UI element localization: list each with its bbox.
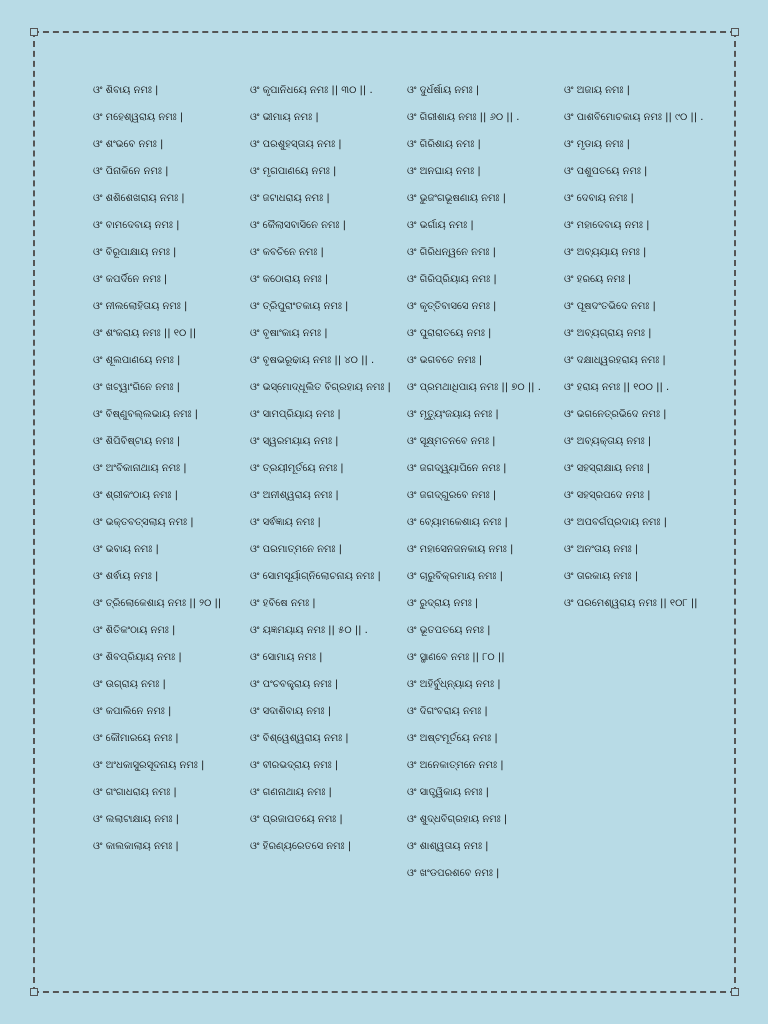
mantra-entry: ଓଂ ମୃତ୍ୟୁଂଜୟାୟ ନମଃ | (407, 409, 499, 420)
mantra-entry: ଓଂ ଅବ୍ୟଗ୍ରାୟ ନମଃ | (564, 328, 652, 339)
mantra-entry: ଓଂ ଶ୍ରୀକଂଠାୟ ନମଃ | (93, 490, 178, 501)
mantra-entry: ଓଂ ଅନଘାୟ ନମଃ | (407, 166, 481, 177)
mantra-entry: ଓଂ ଶିବାୟ ନମଃ | (93, 85, 159, 96)
mantra-entry: ଓଂ ଭଗନେତ୍ରଭିଦେ ନମଃ | (564, 409, 667, 420)
mantra-entry: ଓଂ ସୋମାୟ ନମଃ | (250, 652, 323, 663)
mantra-entry: ଓଂ ବୀରଭଦ୍ରାୟ ନମଃ | (250, 760, 339, 771)
mantra-entry: ଓଂ କୌମାରୟେ ନମଃ | (93, 733, 179, 744)
mantra-column-4 (564, 84, 714, 624)
mantra-entry: ଓଂ ହରୟେ ନମଃ | (564, 274, 632, 285)
mantra-entry: ଓଂ ଅଂଧକାସୁରସୂଦନାୟ ନମଃ | (93, 760, 205, 771)
mantra-entry: ଓଂ ଶଂଭବେ ନମଃ | (93, 139, 164, 150)
mantra-entry: ଓଂ ପରଶୁହସ୍ତାୟ ନମଃ | (250, 139, 342, 150)
mantra-entry: ଓଂ ମୃଗପାଣୟେ ନମଃ | (250, 166, 337, 177)
mantra-entry: ଓଂ କୈଲାସବାସିନେ ନମଃ | (250, 220, 346, 231)
mantra-entry: ଓଂ ଅନଂତାୟ ନମଃ | (564, 544, 639, 555)
mantra-entry: ଓଂ ସ୍ୱରମୟାୟ ନମଃ | (250, 436, 339, 447)
mantra-entry: ଓଂ ମହାଦେବାୟ ନମଃ | (564, 220, 650, 231)
mantra-entry: ଓଂ ସାତ୍ତ୍ୱିକାୟ ନମଃ | (407, 787, 490, 798)
mantra-entry: ଓଂ ପ୍ରମଥାଧିପାୟ ନମଃ || ୭୦ || . (407, 382, 541, 393)
mantra-entry: ଓଂ ଶିବପ୍ରିୟାୟ ନମଃ | (93, 652, 182, 663)
mantra-entry: ଓଂ ସ୍ଥାଣବେ ନମଃ || ୮୦ || (407, 652, 505, 663)
mantra-entry: ଓଂ ଗିରୀଶାୟ ନମଃ || ୬୦ || . (407, 112, 520, 123)
mantra-entry: ଓଂ ଶଂକରାୟ ନମଃ || ୧୦ || (93, 328, 197, 339)
mantra-entry: ଓଂ ପ୍ରଜାପତୟେ ନମଃ | (250, 814, 343, 825)
mantra-entry: ଓଂ ସର୍ଵଜ୍ଞାୟ ନମଃ | (250, 517, 321, 528)
mantra-entry: ଓଂ କଠୋରାୟ ନମଃ | (250, 274, 329, 285)
mantra-entry: ଓଂ ଦୁର୍ଧର୍ଷାୟ ନମଃ | (407, 85, 480, 96)
mantra-entry: ଓଂ ଦିଗଂବରାୟ ନମଃ | (407, 706, 488, 717)
mantra-entry: ଓଂ କପାଲିନେ ନମଃ | (93, 706, 172, 717)
mantra-entry: ଓଂ ପିନାକିନେ ନମଃ | (93, 166, 169, 177)
mantra-entry: ଓଂ ଭକ୍ତବତ୍ସଲାୟ ନମଃ | (93, 517, 194, 528)
mantra-entry: ଓଂ ତାରକାୟ ନମଃ | (564, 571, 639, 582)
mantra-entry: ଓଂ ଗଂଗାଧରାୟ ନମଃ | (93, 787, 177, 798)
mantra-entry: ଓଂ ଭସ୍ମୋଦ୍ଧୂଲିତ ବିଗ୍ରହାୟ ନମଃ | (250, 382, 391, 393)
mantra-entry: ଓଂ ପାଶବିମୋଚକାୟ ନମଃ || ୯୦ || . (564, 112, 704, 123)
mantra-entry: ଓଂ ଶାଶ୍ୱତାୟ ନମଃ | (407, 841, 489, 852)
mantra-column-1 (93, 84, 243, 867)
mantra-entry: ଓଂ ୟଜ୍ଞମୟାୟ ନମଃ || ୫୦ || . (250, 625, 368, 636)
mantra-entry: ଓଂ ଭଗବତେ ନମଃ | (407, 355, 483, 366)
mantra-entry: ଓଂ ଉଗ୍ରାୟ ନମଃ | (93, 679, 166, 690)
mantra-entry: ଓଂ ଭର୍ଗାୟ ନମଃ | (407, 220, 474, 231)
mantra-entry: ଓଂ ବିଷ୍ଣୁବଲ୍ଲଭାୟ ନମଃ | (93, 409, 199, 420)
mantra-entry: ଓଂ ଶଶିଶେଖରାୟ ନମଃ | (93, 193, 185, 204)
mantra-entry: ଓଂ ପରମାତ୍ମନେ ନମଃ | (250, 544, 342, 555)
border-corner (731, 28, 739, 36)
mantra-entry: ଓଂ ଦକ୍ଷାଧ୍ୱରହରାୟ ନମଃ | (564, 355, 666, 366)
mantra-entry: ଓଂ ବୃଷଭରୂଢାୟ ନମଃ || ୪୦ || . (250, 355, 375, 366)
mantra-entry: ଓଂ ବାମଦେବାୟ ନମଃ | (93, 220, 180, 231)
border-corner (731, 988, 739, 996)
mantra-entry: ଓଂ ଖଂଡପରଶବେ ନମଃ | (407, 868, 500, 879)
border-corner (30, 28, 38, 36)
mantra-entry: ଓଂ ବ୍ୟୋମକେଶାୟ ନମଃ | (407, 517, 508, 528)
mantra-entry: ଓଂ ପରମେଶ୍ୱରାୟ ନମଃ || ୧୦୮ || (564, 598, 698, 609)
mantra-entry: ଓଂ ହରାୟ ନମଃ || ୧୦୦ || . (564, 382, 670, 393)
mantra-entry: ଓଂ ତ୍ରୟୀମୂର୍ତୟେ ନମଃ | (250, 463, 344, 474)
mantra-entry: ଓଂ ହିରଣ୍ୟରେତସେ ନମଃ | (250, 841, 352, 852)
mantra-entry: ଓଂ ମହେଶ୍ୱରାୟ ନମଃ | (93, 112, 184, 123)
mantra-entry: ଓଂ ଅହିର୍ବୁଧ୍ନ୍ୟାୟ ନମଃ | (407, 679, 501, 690)
mantra-entry: ଓଂ ରୁଦ୍ରାୟ ନମଃ | (407, 598, 479, 609)
mantra-entry: ଓଂ ଭୁଜଂଗଭୂଷଣାୟ ନମଃ | (407, 193, 506, 204)
mantra-entry: ଓଂ ଭୂତପତୟେ ନମଃ | (407, 625, 491, 636)
mantra-entry: ଓଂ ଅବ୍ୟୟାୟ ନମଃ | (564, 247, 647, 258)
mantra-entry: ଓଂ ଅନୀଶ୍ୱରାୟ ନମଃ | (250, 490, 339, 501)
mantra-entry: ଓଂ ପୁରାରାତୟେ ନମଃ | (407, 328, 492, 339)
mantra-entry: ଓଂ ସୂକ୍ଷ୍ମତନବେ ନମଃ | (407, 436, 496, 447)
mantra-entry: ଓଂ ଶିତିକଂଠାୟ ନମଃ | (93, 625, 176, 636)
mantra-entry: ଓଂ ଜଗଦ୍ଗୁରବେ ନମଃ | (407, 490, 497, 501)
mantra-entry: ଓଂ କପର୍ଦିନେ ନମଃ | (93, 274, 168, 285)
mantra-entry: ଓଂ ପୂଷଦଂତଭିଦେ ନମଃ | (564, 301, 656, 312)
mantra-entry: ଓଂ ହବିଷେ ନମଃ | (250, 598, 316, 609)
mantra-entry: ଓଂ ଶୁଦ୍ଧବିଗ୍ରହାୟ ନମଃ | (407, 814, 508, 825)
mantra-entry: ଓଂ ସାମପ୍ରିୟାୟ ନମଃ | (250, 409, 341, 420)
mantra-entry: ଓଂ ଗିରିପ୍ରିୟାୟ ନମଃ | (407, 274, 497, 285)
mantra-entry: ଓଂ ଅବ୍ୟକ୍ତାୟ ନମଃ | (564, 436, 652, 447)
mantra-entry: ଓଂ ଅଜାୟ ନମଃ | (564, 85, 630, 96)
mantra-entry: ଓଂ ଖଟ୍ୱାଂଗିନେ ନମଃ | (93, 382, 181, 393)
mantra-entry: ଓଂ ମହାସେନଜନକାୟ ନମଃ | (407, 544, 514, 555)
mantra-entry: ଓଂ ଜଗଦ୍ୱ୍ୟାପିନେ ନମଃ | (407, 463, 507, 474)
mantra-entry: ଓଂ ଅଷ୍ଟମୂର୍ତୟେ ନମଃ | (407, 733, 498, 744)
mantra-entry: ଓଂ ଶିପିବିଷ୍ଟାୟ ନମଃ | (93, 436, 181, 447)
mantra-entry: ଓଂ ମୃଡାୟ ନମଃ | (564, 139, 631, 150)
mantra-entry: ଓଂ ଅନେକାତ୍ମନେ ନମଃ | (407, 760, 504, 771)
mantra-entry: ଓଂ ଗିରିଧନ୍ୱନେ ନମଃ | (407, 247, 496, 258)
mantra-entry: ଓଂ ବିରୂପାକ୍ଷାୟ ନମଃ | (93, 247, 177, 258)
border-corner (30, 988, 38, 996)
mantra-entry: ଓଂ ସହସ୍ରପଦେ ନମଃ | (564, 490, 651, 501)
mantra-entry: ଓଂ ସୋମସୂର୍ୟାଗ୍ନିଲୋଚନାୟ ନମଃ | (250, 571, 381, 582)
mantra-entry: ଓଂ ତ୍ରିଲୋକେଶାୟ ନମଃ || ୨୦ || (93, 598, 222, 609)
mantra-entry: ଓଂ ଭୀମାୟ ନମଃ | (250, 112, 319, 123)
mantra-entry: ଓଂ କବଚିନେ ନମଃ | (250, 247, 324, 258)
mantra-entry: ଓଂ ପଶୁପତୟେ ନମଃ | (564, 166, 648, 177)
mantra-entry: ଓଂ ବିଶ୍ୱେଶ୍ୱରାୟ ନମଃ | (250, 733, 349, 744)
mantra-entry: ଓଂ ସଦାଶିବାୟ ନମଃ | (250, 706, 332, 717)
mantra-entry: ଓଂ ଭବାୟ ନମଃ | (93, 544, 159, 555)
mantra-entry: ଓଂ ଗଣନାଥାୟ ନମଃ | (250, 787, 332, 798)
mantra-entry: ଓଂ ଅପବର୍ଗପ୍ରଦାୟ ନମଃ | (564, 517, 667, 528)
mantra-entry: ଓଂ ଗିରିଶାୟ ନମଃ | (407, 139, 481, 150)
mantra-entry: ଓଂ ପଂଚବକ୍ତ୍ରାୟ ନମଃ | (250, 679, 339, 690)
mantra-column-3 (407, 84, 557, 894)
mantra-entry: ଓଂ ନୀଲଲୋହିତାୟ ନମଃ | (93, 301, 188, 312)
mantra-entry: ଓଂ ଜଟାଧରାୟ ନମଃ | (250, 193, 330, 204)
mantra-entry: ଓଂ କାଲକାଲାୟ ନମଃ | (93, 841, 179, 852)
mantra-entry: ଓଂ ଅଂବିକାନାଥାୟ ନମଃ | (93, 463, 187, 474)
mantra-entry: ଓଂ ଶୂଲପାଣୟେ ନମଃ | (93, 355, 181, 366)
mantra-entry: ଓଂ ବୃଷାଂକାୟ ନମଃ | (250, 328, 328, 339)
mantra-entry: ଓଂ ଚାରୁବିକ୍ରମାୟ ନମଃ | (407, 571, 503, 582)
mantra-entry: ଓଂ ଶର୍ଵାୟ ନମଃ | (93, 571, 159, 582)
mantra-entry: ଓଂ କୃପାନିଧୟେ ନମଃ || ୩୦ || . (250, 85, 373, 96)
mantra-entry: ଓଂ ତ୍ରିପୁରାଂତକାୟ ନମଃ | (250, 301, 349, 312)
mantra-entry: ଓଂ ଲଲାଟାକ୍ଷାୟ ନମଃ | (93, 814, 180, 825)
mantra-entry: ଓଂ ଦେବାୟ ନମଃ | (564, 193, 634, 204)
mantra-entry: ଓଂ କୃତ୍ତିବାସସେ ନମଃ | (407, 301, 497, 312)
mantra-column-2 (250, 84, 400, 867)
mantra-entry: ଓଂ ସହସ୍ରାକ୍ଷାୟ ନମଃ | (564, 463, 651, 474)
